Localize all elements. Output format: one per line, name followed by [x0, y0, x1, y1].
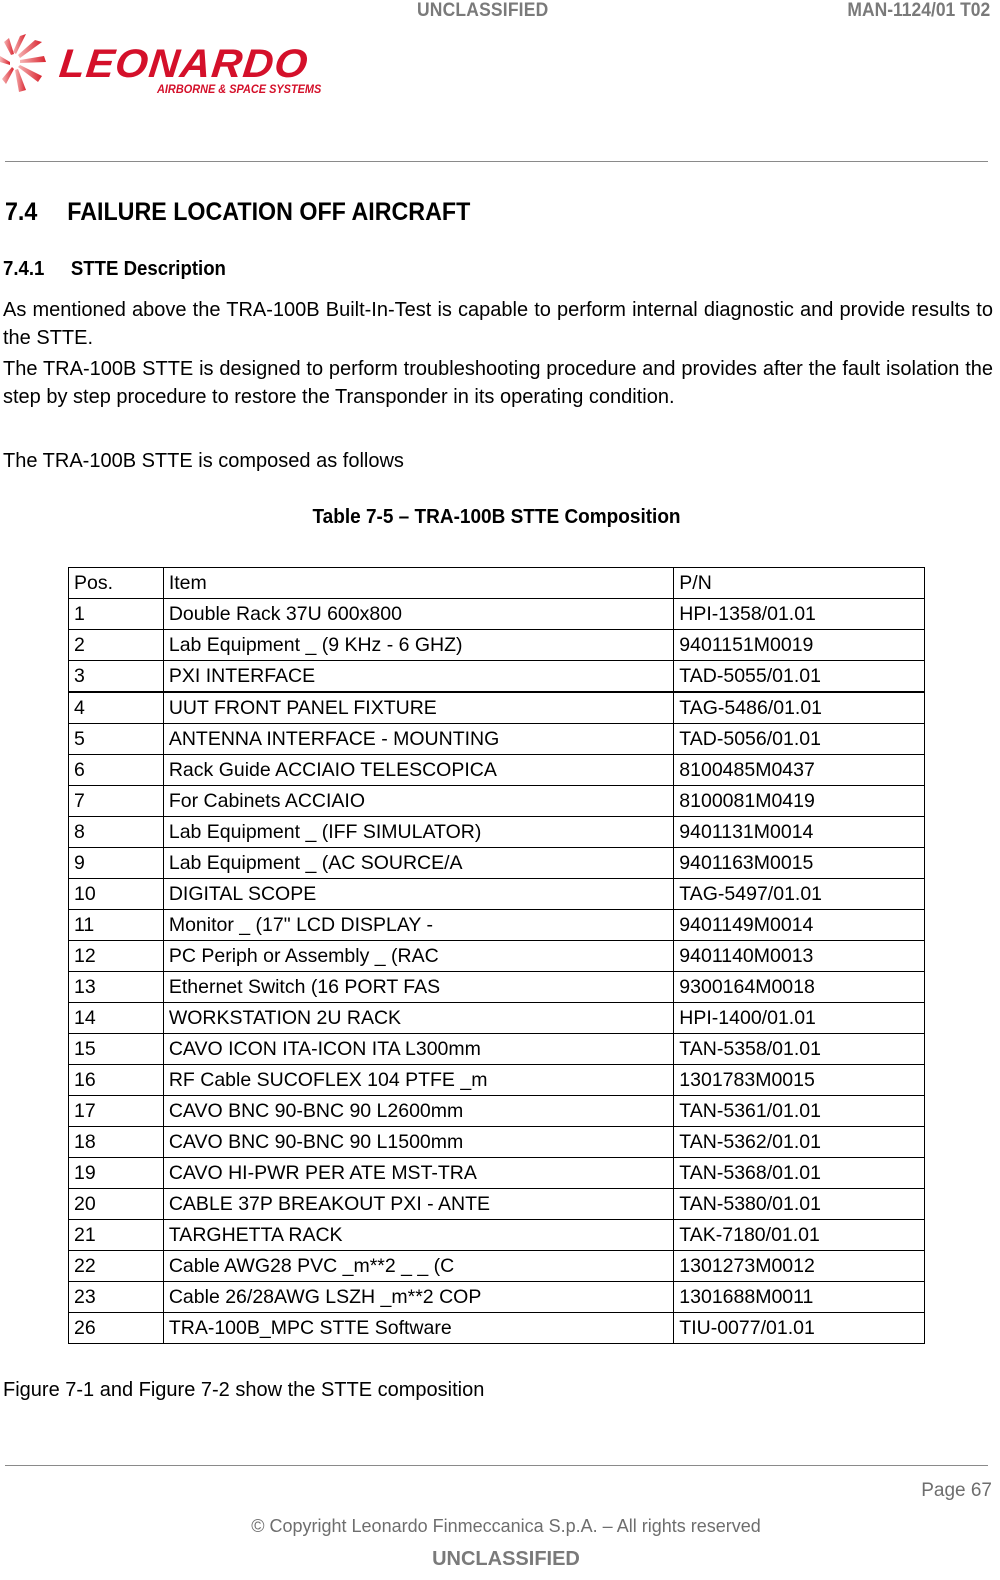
table-row: [69, 1127, 925, 1158]
cell-pn: 9401163M0015: [674, 848, 925, 879]
cell-pos: 23: [69, 1282, 164, 1313]
cell-pos: 5: [69, 724, 164, 755]
table-row: [69, 1282, 925, 1313]
cell-pos: 13: [69, 972, 164, 1003]
table-row: [69, 817, 925, 848]
table-row: [69, 1065, 925, 1096]
cell-pos: 7: [69, 786, 164, 817]
page-number: Page 67: [921, 1480, 992, 1501]
cell-pos: 20: [69, 1189, 164, 1220]
cell-pos: 8: [69, 817, 164, 848]
document-number: MAN-1124/01 T02: [847, 0, 990, 21]
table-row: [69, 724, 925, 755]
cell-item: TRA-100B_MPC STTE Software: [163, 1313, 673, 1344]
cell-pn: 1301783M0015: [674, 1065, 925, 1096]
cell-pos: 21: [69, 1220, 164, 1251]
cell-pn: TAK-7180/01.01: [674, 1220, 925, 1251]
cell-item: Cable 26/28AWG LSZH _m**2 COP: [163, 1282, 673, 1313]
column-header-pos: Pos.: [69, 568, 164, 599]
cell-item: UUT FRONT PANEL FIXTURE: [163, 692, 673, 724]
table-row: [69, 630, 925, 661]
leonardo-swirl-icon: [0, 32, 60, 100]
logo-wordmark: LEONARDO: [57, 42, 311, 86]
table-row: [69, 972, 925, 1003]
section-number: 7.4: [5, 198, 38, 226]
cell-item: CAVO BNC 90-BNC 90 L2600mm: [163, 1096, 673, 1127]
cell-pn: 9401151M0019: [674, 630, 925, 661]
cell-pn: TAN-5380/01.01: [674, 1189, 925, 1220]
cell-item: TARGHETTA RACK: [163, 1220, 673, 1251]
cell-pn: TAD-5055/01.01: [674, 661, 925, 693]
table-header-row: [69, 568, 925, 599]
cell-pos: 10: [69, 879, 164, 910]
cell-pn: 9401131M0014: [674, 817, 925, 848]
cell-item: PXI INTERFACE: [163, 661, 673, 693]
cell-pos: 14: [69, 1003, 164, 1034]
cell-pos: 1: [69, 599, 164, 630]
cell-pos: 16: [69, 1065, 164, 1096]
cell-pn: 9401149M0014: [674, 910, 925, 941]
cell-item: Ethernet Switch (16 PORT FAS: [163, 972, 673, 1003]
cell-item: Lab Equipment _ (AC SOURCE/A: [163, 848, 673, 879]
cell-pn: TAG-5486/01.01: [674, 692, 925, 724]
footer-divider: [5, 1465, 988, 1466]
cell-item: CABLE 37P BREAKOUT PXI - ANTE: [163, 1189, 673, 1220]
cell-pn: 1301273M0012: [674, 1251, 925, 1282]
cell-item: CAVO ICON ITA-ICON ITA L300mm: [163, 1034, 673, 1065]
paragraph-bit-intro: As mentioned above the TRA-100B Built-In-Test is capable to perform internal diagnostic and provide results to the STTE.: [3, 299, 993, 349]
cell-pos: 3: [69, 661, 164, 693]
table-row: [69, 786, 925, 817]
cell-pn: HPI-1358/01.01: [674, 599, 925, 630]
table-row: [69, 1220, 925, 1251]
table-row: [69, 661, 925, 693]
cell-item: DIGITAL SCOPE: [163, 879, 673, 910]
cell-pn: 9401140M0013: [674, 941, 925, 972]
cell-pn: 9300164M0018: [674, 972, 925, 1003]
table-caption: Table 7-5 – TRA-100B STTE Composition: [312, 506, 681, 528]
table-row: [69, 692, 925, 724]
table-row: [69, 848, 925, 879]
table-row: [69, 1034, 925, 1065]
section-heading: [5, 198, 470, 227]
cell-item: PC Periph or Assembly _ (RAC: [163, 941, 673, 972]
paragraph-composition-intro: The TRA-100B STTE is composed as follows: [3, 450, 404, 472]
cell-pos: 6: [69, 755, 164, 786]
cell-pos: 15: [69, 1034, 164, 1065]
table-row: [69, 1251, 925, 1282]
cell-pos: 12: [69, 941, 164, 972]
table-row: [69, 1003, 925, 1034]
subsection-number: 7.4.1: [3, 258, 45, 280]
cell-pos: 11: [69, 910, 164, 941]
cell-pn: TAG-5497/01.01: [674, 879, 925, 910]
table-row: [69, 1096, 925, 1127]
table-row: [69, 1313, 925, 1344]
cell-pos: 17: [69, 1096, 164, 1127]
cell-pn: 8100081M0419: [674, 786, 925, 817]
cell-pn: HPI-1400/01.01: [674, 1003, 925, 1034]
cell-item: WORKSTATION 2U RACK: [163, 1003, 673, 1034]
table-row: [69, 941, 925, 972]
cell-pos: 2: [69, 630, 164, 661]
table-row: [69, 879, 925, 910]
table-row: [69, 1158, 925, 1189]
cell-pn: TIU-0077/01.01: [674, 1313, 925, 1344]
cell-pn: TAN-5358/01.01: [674, 1034, 925, 1065]
table-row: [69, 755, 925, 786]
cell-pn: TAD-5056/01.01: [674, 724, 925, 755]
cell-item: Cable AWG28 PVC _m**2 _ _ (C: [163, 1251, 673, 1282]
table-row: [69, 910, 925, 941]
stte-composition-table: [68, 567, 925, 1344]
cell-pn: TAN-5368/01.01: [674, 1158, 925, 1189]
cell-item: Monitor _ (17" LCD DISPLAY -: [163, 910, 673, 941]
cell-pos: 19: [69, 1158, 164, 1189]
paragraph-stte-purpose: The TRA-100B STTE is designed to perform troubleshooting procedure and provides after the fault isolation the step by step procedure to restore the Transponder in its operating condition.: [3, 358, 993, 408]
copyright-notice: © Copyright Leonardo Finmeccanica S.p.A. – All rights reserved: [251, 1516, 761, 1536]
cell-pn: 8100485M0437: [674, 755, 925, 786]
cell-pos: 4: [69, 692, 164, 724]
cell-item: Double Rack 37U 600x800: [163, 599, 673, 630]
cell-item: ANTENNA INTERFACE - MOUNTING: [163, 724, 673, 755]
header-divider: [5, 161, 988, 162]
cell-item: RF Cable SUCOFLEX 104 PTFE _m: [163, 1065, 673, 1096]
cell-pos: 18: [69, 1127, 164, 1158]
table-row: [69, 1189, 925, 1220]
cell-item: CAVO BNC 90-BNC 90 L1500mm: [163, 1127, 673, 1158]
cell-item: For Cabinets ACCIAIO: [163, 786, 673, 817]
cell-pn: TAN-5361/01.01: [674, 1096, 925, 1127]
header-classification: UNCLASSIFIED: [417, 0, 549, 21]
subsection-title: STTE Description: [70, 258, 226, 280]
cell-pn: TAN-5362/01.01: [674, 1127, 925, 1158]
footer-classification: UNCLASSIFIED: [432, 1548, 580, 1570]
paragraph-figure-reference: Figure 7-1 and Figure 7-2 show the STTE composition: [3, 1379, 485, 1401]
cell-item: Lab Equipment _ (9 KHz - 6 GHZ): [163, 630, 673, 661]
section-title: FAILURE LOCATION OFF AIRCRAFT: [67, 198, 471, 226]
cell-pos: 26: [69, 1313, 164, 1344]
cell-pos: 9: [69, 848, 164, 879]
table-row: [69, 599, 925, 630]
cell-item: Lab Equipment _ (IFF SIMULATOR): [163, 817, 673, 848]
column-header-pn: P/N: [674, 568, 925, 599]
logo-subtitle: AIRBORNE & SPACE SYSTEMS: [157, 84, 322, 96]
cell-pn: 1301688M0011: [674, 1282, 925, 1313]
cell-pos: 22: [69, 1251, 164, 1282]
company-logo: [0, 32, 330, 100]
cell-item: Rack Guide ACCIAIO TELESCOPICA: [163, 755, 673, 786]
cell-item: CAVO HI-PWR PER ATE MST-TRA: [163, 1158, 673, 1189]
column-header-item: Item: [163, 568, 673, 599]
subsection-heading: [3, 258, 226, 281]
